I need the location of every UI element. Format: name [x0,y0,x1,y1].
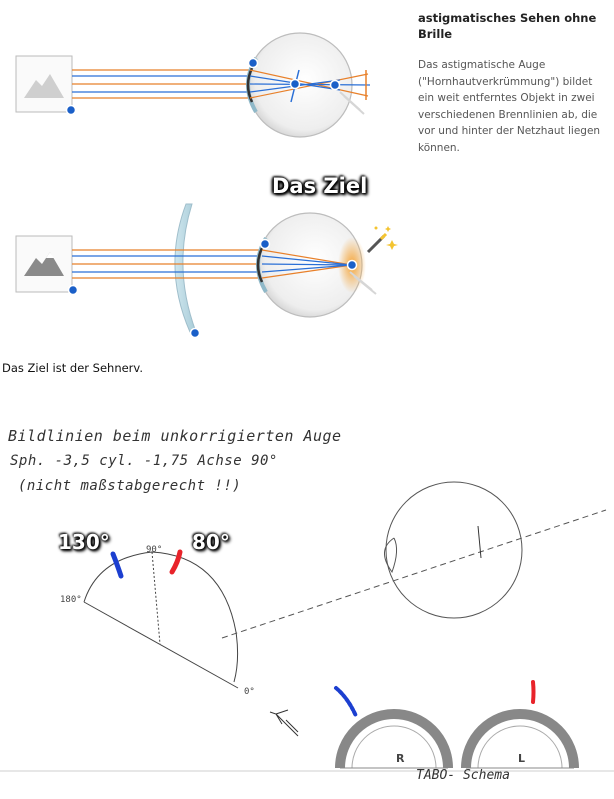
eye-sketch [222,482,606,638]
corrected-eye-diagram [16,204,398,338]
sketch-note-line2: Sph. -3,5 cyl. -1,75 Achse 90° [10,453,278,469]
tabo-red-marker [533,682,534,702]
astigmatic-eye-diagram [16,33,370,137]
light-rays [72,250,260,278]
object-frame-handle[interactable] [67,106,76,115]
tick-label-0: 0° [244,687,255,697]
object-frame-handle[interactable] [69,286,78,295]
angle-label-red: 80° [192,530,230,554]
angle-label-blue: 130° [58,530,110,554]
magic-wand-icon [368,226,398,252]
blue-axis-marker [113,554,121,576]
arrow-icon [270,710,298,736]
focal-line-sketch [478,526,481,558]
eyeball-sketch [386,482,522,618]
light-rays [72,70,250,98]
retina-handle[interactable] [331,81,340,90]
sketch-note-line1: Bildlinien beim unkorrigierten Auge [8,427,342,445]
dashed-ray [222,510,606,638]
tabo-label-left: L [518,752,526,765]
tick-label-90: 90° [146,545,163,555]
tabo-caption: TABO- Schema [416,768,510,783]
caption-text: Das Ziel ist der Sehnerv. [2,361,143,375]
protractor-arc [84,552,238,682]
tabo-blue-marker [336,688,356,716]
lens-handle[interactable] [249,59,258,68]
info-description: Das astigmatische Auge ("Hornhautverkrümmung") bildet ein weit entferntes Objekt in zwei verschiedenen Brennlinien ab, die vor und hinter der Netzhaut liegen können. [418,59,601,154]
tick-label-180: 180° [60,595,82,605]
tabo-label-right: R [396,752,405,765]
sketch-note-line3: (nicht maßstabgerecht !!) [18,478,242,494]
focus-point-handle[interactable] [348,261,357,270]
goal-label: Das Ziel [272,174,368,198]
spectacle-lens-handle[interactable] [191,329,200,338]
protractor-baseline [84,602,238,688]
info-title: astigmatisches Sehen ohne Brille [418,11,597,41]
axis-90-line [152,552,160,644]
focal-point-handle[interactable] [291,80,300,89]
lens-handle[interactable] [261,240,270,249]
axis-protractor-sketch [84,552,238,688]
tabo-gauge-right [340,714,448,768]
spectacle-lens [175,204,196,332]
